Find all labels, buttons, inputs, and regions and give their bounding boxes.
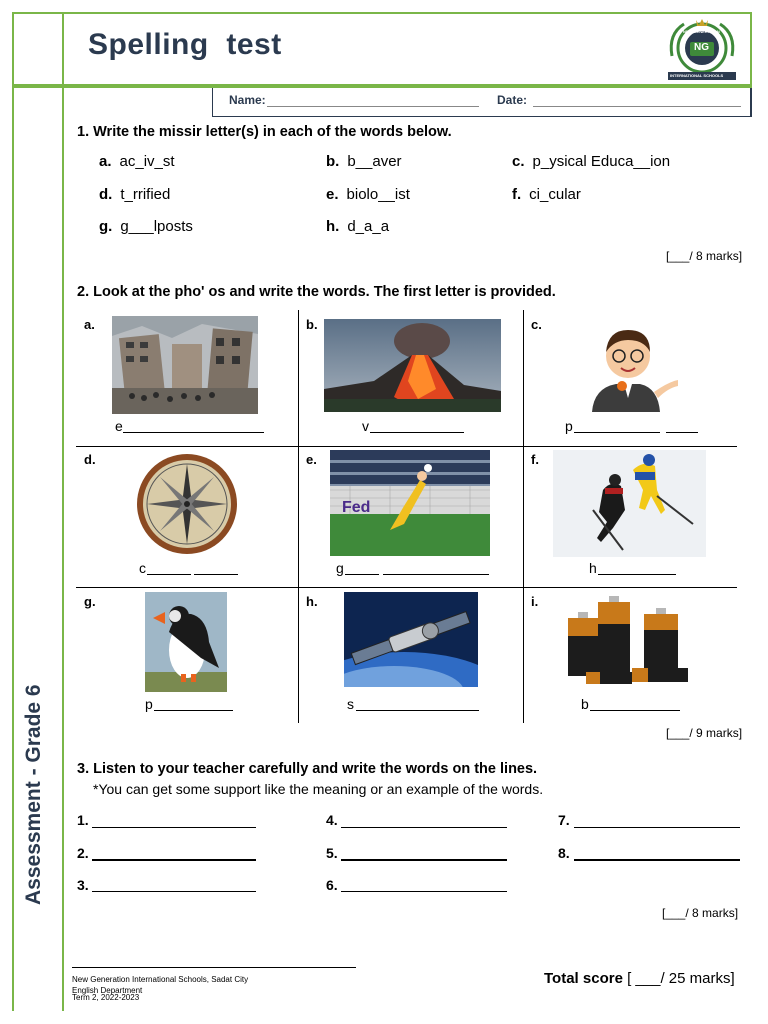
q3-marks: [___/ 8 marks]: [662, 906, 739, 920]
q3-number: 3.: [77, 877, 89, 893]
collapsed-buildings-photo: [112, 316, 258, 414]
grid-line: [523, 310, 524, 723]
cell-letter: h.: [306, 594, 318, 609]
q3-answer-line[interactable]: [341, 827, 507, 828]
q3-number: 5.: [326, 845, 338, 861]
q3-heading: 3. Listen to your teacher carefully and write the words on the lines.: [77, 761, 538, 777]
total-score-value: [ ___/ 25 marks]: [627, 970, 735, 987]
answer-line[interactable]: [666, 432, 698, 433]
batteries-photo: [562, 592, 692, 690]
page-title: Spelling test: [88, 28, 282, 61]
answer-line[interactable]: [194, 574, 238, 575]
answer-line[interactable]: [370, 432, 464, 433]
q1-marks: [___/ 8 marks]: [666, 249, 743, 263]
q1-item[interactable]: b. b__aver: [326, 153, 402, 170]
answer-line[interactable]: [356, 710, 479, 711]
q3-number: 4.: [326, 812, 338, 828]
q2-marks: [___/ 9 marks]: [666, 726, 743, 740]
ice-hockey-photo: [553, 450, 706, 557]
side-label: Assessment - Grade 6: [22, 684, 45, 905]
logo-text-bottom: INTERNATIONAL SCHOOLS: [670, 73, 724, 78]
answer-line[interactable]: [574, 432, 660, 433]
compass-photo: [130, 452, 244, 556]
grid-line: [76, 446, 737, 447]
answer-first-letter: b: [581, 696, 589, 712]
q1-item[interactable]: h. d_a_a: [326, 218, 390, 235]
answer-first-letter: h: [589, 560, 597, 576]
q3-answer-line[interactable]: [92, 827, 256, 828]
q3-answer-line[interactable]: [341, 859, 507, 861]
answer-first-letter: c: [139, 560, 146, 576]
presenter-cartoon-photo: [588, 322, 680, 412]
q1-item[interactable]: g. g___lposts: [99, 218, 193, 235]
answer-first-letter: e: [115, 418, 123, 434]
answer-line[interactable]: [154, 710, 233, 711]
name-field[interactable]: [267, 106, 479, 107]
q1-item[interactable]: d. t_rrified: [99, 186, 171, 203]
q3-answer-line[interactable]: [341, 891, 507, 892]
q3-answer-line[interactable]: [574, 827, 740, 828]
cell-letter: b.: [306, 317, 318, 332]
logo-text-top: NEW GENERATION: [683, 29, 720, 34]
q3-answer-line[interactable]: [574, 859, 740, 861]
answer-first-letter: v: [362, 418, 369, 434]
total-score: [544, 970, 735, 987]
footer-term: Term 2, 2022-2023: [72, 993, 140, 1002]
name-label: Name:: [229, 93, 266, 107]
footer-school: New Generation International Schools, Sadat City: [72, 975, 249, 984]
volcano-photo: [324, 319, 501, 412]
q3-answer-line[interactable]: [92, 891, 256, 892]
satellite-photo: [344, 592, 478, 687]
q3-number: 7.: [558, 812, 570, 828]
cell-letter: c.: [531, 317, 542, 332]
footer-department: English Department: [72, 986, 143, 995]
answer-line[interactable]: [383, 574, 489, 575]
cell-letter: e.: [306, 452, 317, 467]
q3-number: 2.: [77, 845, 89, 861]
cell-letter: a.: [84, 317, 95, 332]
date-field[interactable]: [533, 106, 741, 107]
cell-letter: f.: [531, 452, 539, 467]
q3-number: 1.: [77, 812, 89, 828]
q1-item[interactable]: a. ac_iv_st: [99, 153, 175, 170]
answer-first-letter: g: [336, 560, 344, 576]
grid-line: [76, 587, 737, 588]
q3-number: 6.: [326, 877, 338, 893]
answer-first-letter: p: [565, 418, 573, 434]
answer-line[interactable]: [123, 432, 264, 433]
q2-heading: 2. Look at the pho' os and write the words. The first letter is provided.: [77, 284, 556, 300]
q3-number: 8.: [558, 845, 570, 861]
name-date-box: [212, 88, 752, 117]
q1-item[interactable]: e. biolo__ist: [326, 186, 410, 203]
answer-line[interactable]: [147, 574, 191, 575]
answer-line[interactable]: [590, 710, 680, 711]
svg-text:Fed: Fed: [342, 499, 371, 516]
q1-item[interactable]: c. p_ysical Educa__ion: [512, 153, 671, 170]
cell-letter: i.: [531, 594, 539, 609]
logo-initials: NG: [694, 42, 709, 53]
footer-divider: [72, 967, 356, 968]
cell-letter: g.: [84, 594, 96, 609]
grid-line: [298, 310, 299, 723]
cell-letter: d.: [84, 452, 96, 467]
date-label: Date:: [497, 93, 528, 107]
answer-line[interactable]: [598, 574, 676, 575]
puffin-photo: [145, 592, 227, 692]
answer-first-letter: s: [347, 696, 354, 712]
q3-answer-line[interactable]: [92, 859, 256, 861]
answer-line[interactable]: [345, 574, 379, 575]
q1-heading: 1. Write the missir letter(s) in each of the words below.: [77, 124, 452, 140]
goalkeeper-photo: [330, 450, 490, 556]
answer-first-letter: p: [145, 696, 153, 712]
q3-note: *You can get some support like the meaning or an example of the words.: [93, 781, 544, 797]
q1-item[interactable]: f. ci_cular: [512, 186, 581, 203]
total-score-label: Total score: [544, 970, 623, 987]
school-logo: [664, 16, 740, 82]
header-divider: [62, 12, 64, 86]
